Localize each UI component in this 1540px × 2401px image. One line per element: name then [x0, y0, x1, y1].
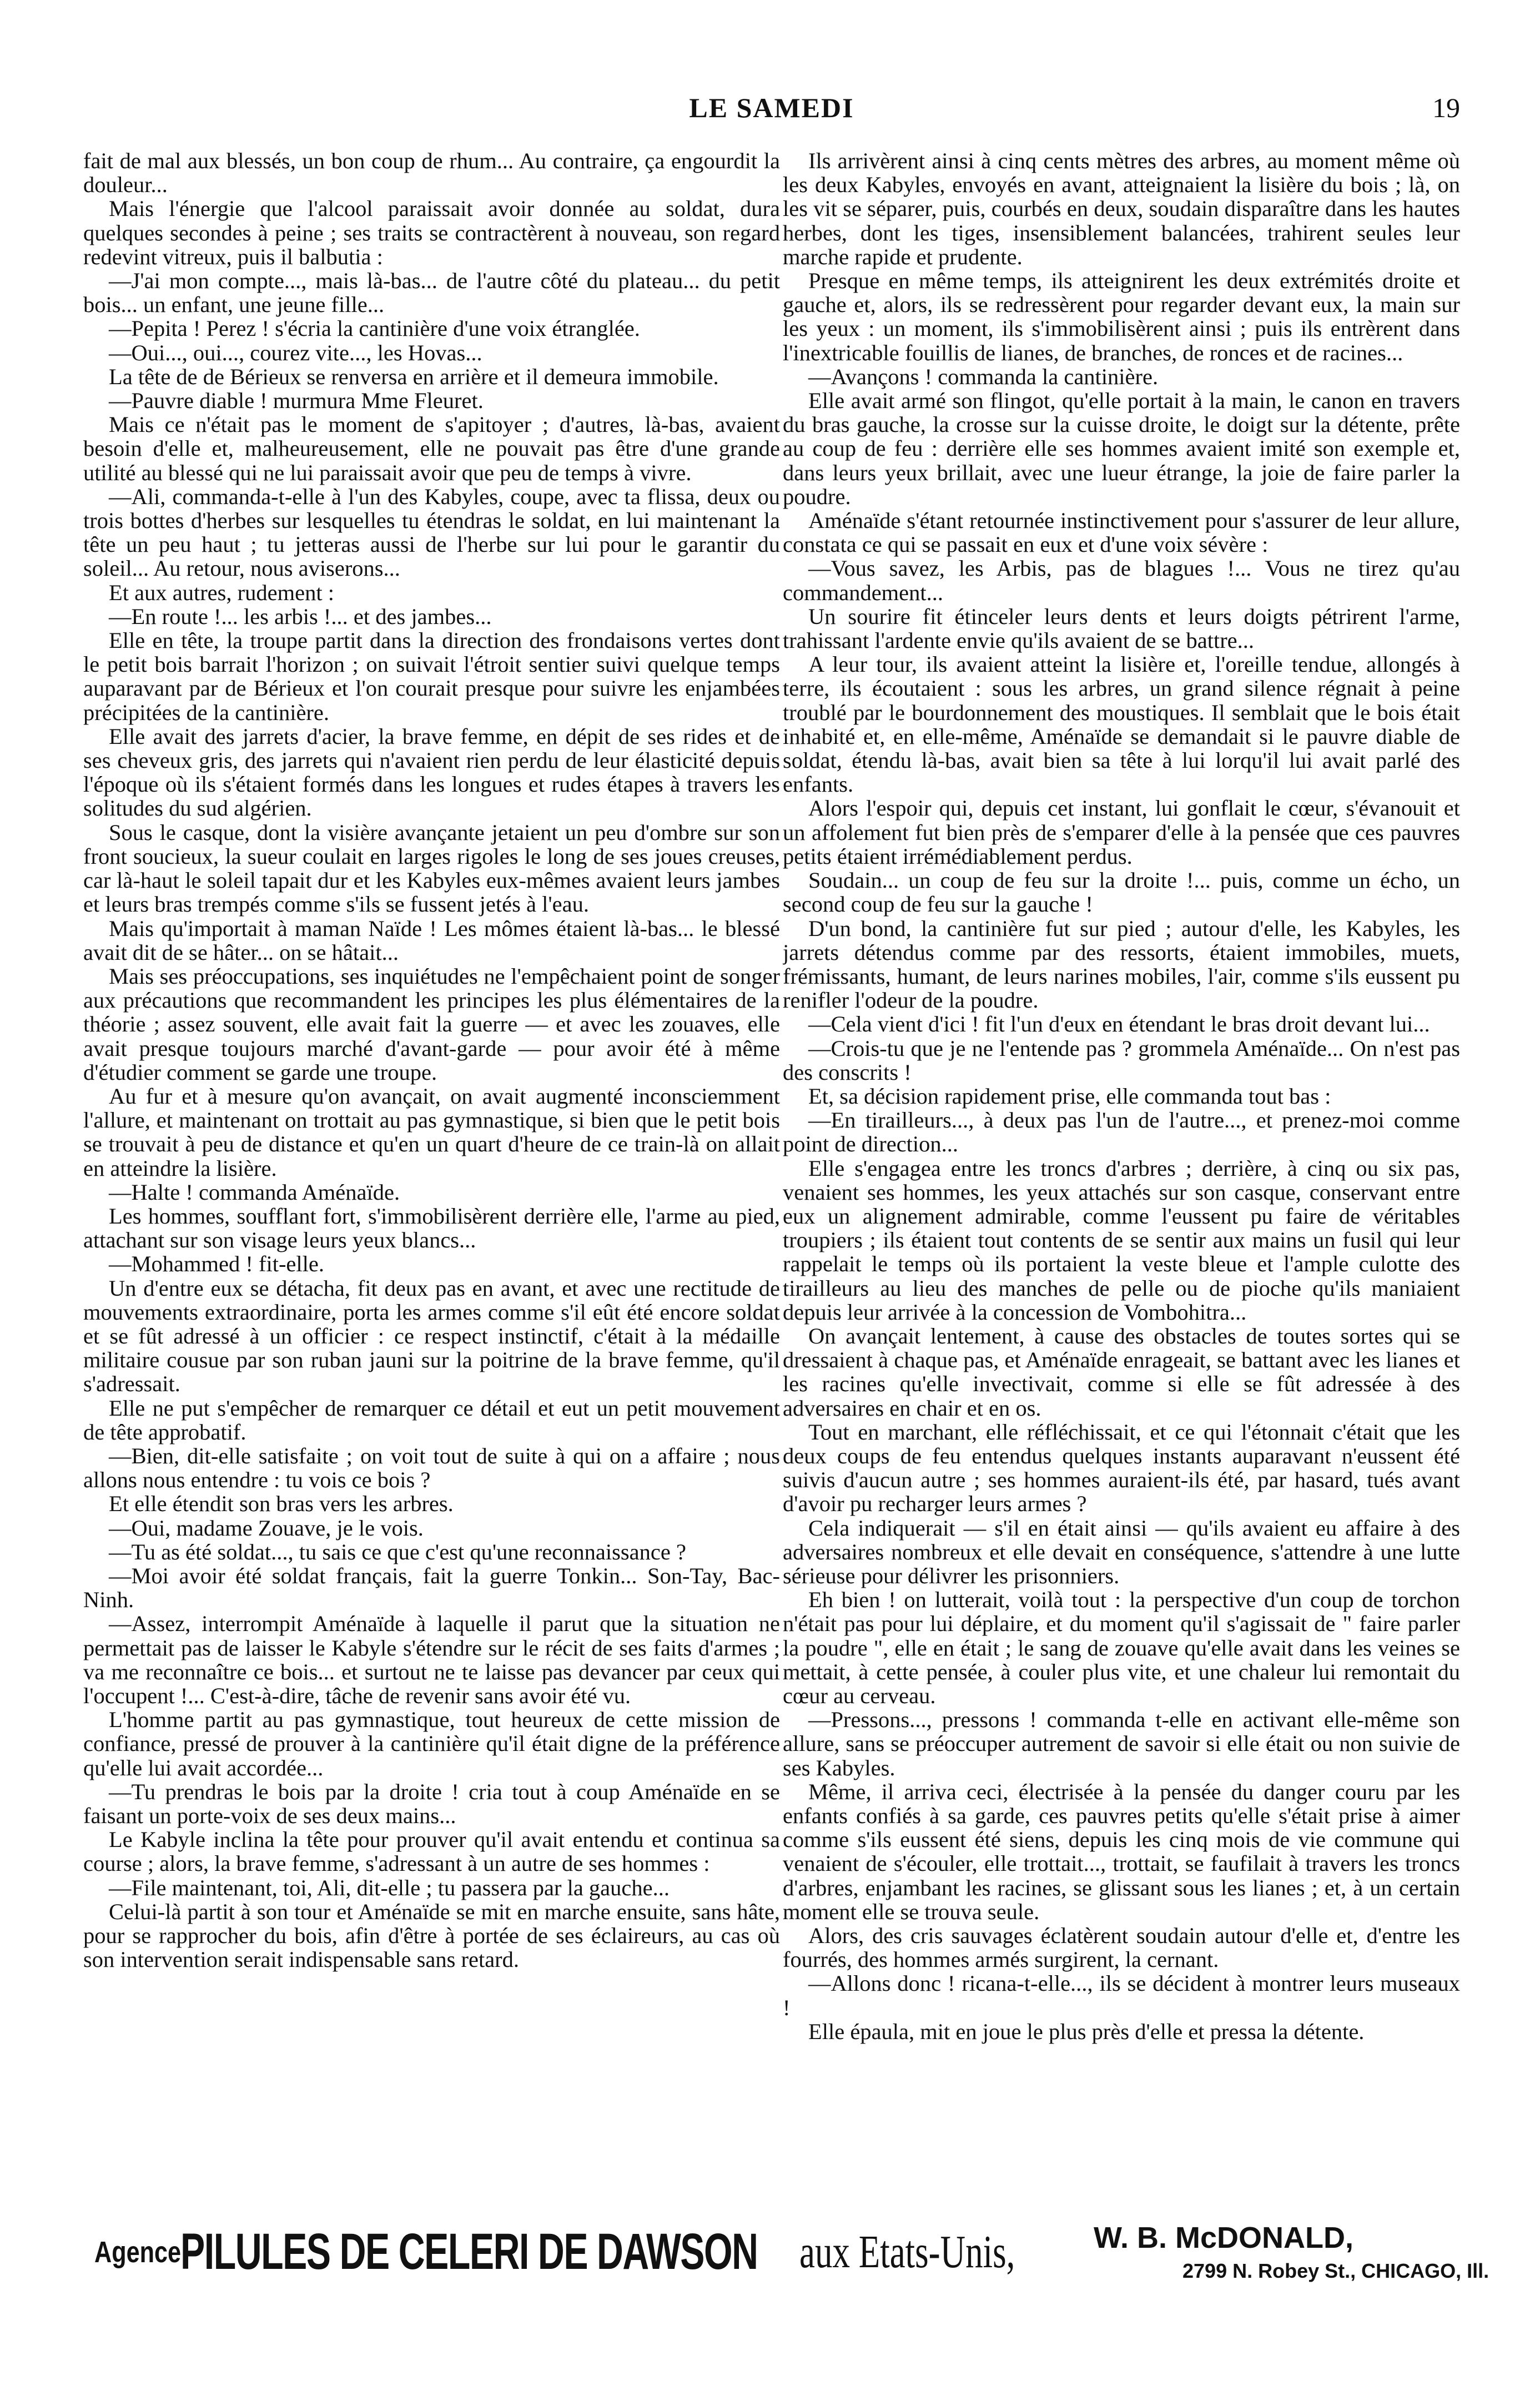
paragraph: Alors l'espoir qui, depuis cet instant, lui gonflait le cœur, s'évanouit et un affolement fut bien près de s'emparer d'elle à la pensée que ces pauvres petits étaient irrémédiablement perdus. — [783, 796, 1460, 869]
paragraph: Alors, des cris sauvages éclatèrent soudain autour d'elle et, d'entre les fourrés, des hommes armés surgirent, la cernant. — [783, 1923, 1460, 1972]
paragraph: —Vous savez, les Arbis, pas de blagues !... Vous ne tirez qu'au commandement... — [783, 556, 1460, 605]
paragraph: Et aux autres, rudement : — [109, 580, 334, 605]
paragraph: —Oui..., oui..., courez vite..., les Hovas... — [109, 340, 482, 365]
paragraph: Mais qu'importait à maman Naïde ! Les mômes étaient là-bas... le blessé avait dit de se hâter... on se hâtait... — [83, 915, 780, 965]
paragraph: Presque en même temps, ils atteignirent les deux extrémités droite et gauche et, alors, ils se redressèrent pour regarder devant eux, la main sur les yeux : un moment, ils s'immobilisèrent ainsi ; puis ils entrèrent dans l'inextricable fouillis de lianes, de branches, de ronces et de racines... — [783, 268, 1460, 365]
paragraph: Au fur et à mesure qu'on avançait, on avait augmenté inconsciemment l'allure, et maintenant on trottait au pas gymnastique, si bien que le petit bois se trouvait à peu de distance et qu'en un quart d'heure de ce train-là on allait en atteindre la lisière. — [83, 1083, 780, 1181]
paragraph: Celui-là partit à son tour et Aménaïde se mit en marche ensuite, sans hâte, pour se rapprocher du bois, afin d'être à portée de ses éclaireurs, au cas où son intervention serait indispensable sans retard. — [83, 1899, 780, 1972]
paragraph: Elle avait armé son flingot, qu'elle portait à la main, le canon en travers du bras gauche, la crosse sur la cuisse droite, le doigt sur la détente, prête au coup de feu : derrière elle ses hommes avaient imité son exemple et, dans leurs yeux brillait, avec une lueur étrange, la joie de faire parler la poudre. — [783, 388, 1460, 509]
paragraph: —Crois-tu que je ne l'entende pas ? grommela Aménaïde... On n'est pas des conscrits ! — [783, 1035, 1460, 1085]
paragraph: D'un bond, la cantinière fut sur pied ; autour d'elle, les Kabyles, les jarrets détendus comme par des ressorts, étaient immobiles, muets, frémissants, humant, de leurs narines mobiles, l'air, comme s'ils eussent pu renifler l'odeur de la poudre. — [783, 915, 1460, 1013]
paragraph: —Pauvre diable ! murmura Mme Fleuret. — [109, 388, 484, 414]
paragraph: Elle ne put s'empêcher de remarquer ce détail et eut un petit mouvement de tête approbatif. — [83, 1395, 780, 1444]
paragraph: La tête de de Bérieux se renversa en arrière et il demeura immobile. — [109, 364, 719, 389]
paragraph: L'homme partit au pas gymnastique, tout heureux de cette mission de confiance, pressé de prouver à la cantinière qu'il était digne de la préférence qu'elle lui avait accordée... — [83, 1707, 780, 1780]
paragraph: —En route !... les arbis !... et des jambes... — [109, 603, 492, 629]
paragraph: —Pepita ! Perez ! s'écria la cantinière d'une voix étranglée. — [109, 316, 640, 341]
paragraph: Sous le casque, dont la visière avançante jetaient un peu d'ombre sur son front soucieux, la sueur coulait en larges rigoles le long de ses joues creuses, car là-haut le soleil tapait dur et les Kabyles eux-mêmes avaient leurs jambes et leurs bras trempés comme s'ils se fussent jetés à l'eau. — [83, 819, 780, 917]
paragraph: —J'ai mon compte..., mais là-bas... de l'autre côté du plateau... du petit bois... un enfant, une jeune fille... — [83, 268, 780, 318]
paragraph: —Tu prendras le bois par la droite ! cria tout à coup Aménaïde en se faisant un porte-voix de ses deux mains... — [83, 1779, 780, 1829]
paragraph: Le Kabyle inclina la tête pour prouver qu'il avait entendu et continua sa course ; alors, la brave femme, s'adressant à un autre de ses hommes : — [83, 1827, 780, 1876]
paragraph: Elle avait des jarrets d'acier, la brave femme, en dépit de ses rides et de ses cheveux gris, des jarrets qui n'avaient rien perdu de leur élasticité depuis l'époque où ils s'étaient formés dans les longues et rudes étapes à travers les solitudes du sud algérien. — [83, 723, 780, 821]
paragraph: Et, sa décision rapidement prise, elle commanda tout bas : — [808, 1083, 1331, 1109]
advertisement-banner — [94, 2221, 1489, 2293]
paragraph: Eh bien ! on lutterait, voilà tout : la perspective d'un coup de torchon n'était pas pour lui déplaire, et du moment qu'il s'agissait de " faire parler la poudre ", elle en était ; le sang de zouave qu'elle avait dans les veines se mettait, à cette pensée, à couler plus vite, et une chaleur lui remontait du cœur au cerveau. — [783, 1587, 1460, 1708]
paragraph: —Moi avoir été soldat français, fait la guerre Tonkin... Son-Tay, Bac-Ninh. — [83, 1563, 780, 1613]
paragraph: —Bien, dit-elle satisfaite ; on voit tout de suite à qui on a affaire ; nous allons nous entendre : tu vois ce bois ? — [83, 1443, 780, 1493]
paragraph: Elle en tête, la troupe partit dans la direction des frondaisons vertes dont le petit bois barrait l'horizon ; on suivait l'étroit sentier suivi quelque temps auparavant par de Bérieux et l'on courait presque pour suivre les enjambées précipitées de la cantinière. — [83, 628, 780, 725]
paragraph: Tout en marchant, elle réfléchissait, et ce qui l'étonnait c'était que les deux coups de feu entendus quelques instants auparavant n'eussent été suivis d'aucun autre ; ses hommes auraient-ils été, par hasard, tués avant d'avoir pu recharger leurs armes ? — [783, 1419, 1460, 1517]
ad-agence-label: Agence — [94, 2236, 182, 2269]
paragraph: Cela indiquerait — s'il en était ainsi — qu'ils avaient eu affaire à des adversaires nombreux et elle devait en conséquence, s'attendre à une lutte sérieuse pour délivrer les prisonniers. — [783, 1515, 1460, 1588]
paragraph: Un d'entre eux se détacha, fit deux pas en avant, et avec une rectitude de mouvements extraordinaire, porta les armes comme s'il eût été encore soldat et se fût adressé à un officier : ce respect instinctif, c'était à la médaille militaire cousue par son ruban jauni sur la poitrine de la brave femme, qu'il s'adressait. — [83, 1275, 780, 1397]
paragraph: Même, il arriva ceci, électrisée à la pensée du danger couru par les enfants confiés à sa garde, ces pauvres petits qu'elle s'était prise à aimer comme s'ils eussent été siens, depuis les cinq mois de vie commune qui venaient de s'écouler, elle trottait..., trottait, se faufilait à travers les troncs d'arbres, enjambant les racines, se glissant sous les lianes ; et, à un certain moment elle se trouva seule. — [783, 1779, 1460, 1924]
paragraph: Ils arrivèrent ainsi à cinq cents mètres des arbres, au moment même où les deux Kabyles, envoyés en avant, atteignaient la lisière du bois ; là, on les vit se séparer, puis, courbés en deux, soudain disparaître dans les hautes herbes, dont les tiges, insensiblement balancées, trahirent seules leur marche rapide et prudente. — [783, 149, 1460, 269]
left-text-column — [83, 149, 780, 2203]
paragraph: —Halte ! commanda Aménaïde. — [109, 1179, 400, 1205]
publication-title: LE SAMEDI — [689, 92, 854, 123]
paragraph: Un sourire fit étinceler leurs dents et leurs doigts pétrirent l'arme, trahissant l'ardente envie qu'ils avaient de se battre... — [783, 603, 1460, 653]
page-header — [83, 92, 1460, 130]
paragraph: —File maintenant, toi, Ali, dit-elle ; tu passera par la gauche... — [109, 1875, 670, 1900]
paragraph: Elle épaula, mit en joue le plus près d'elle et pressa la détente. — [808, 2019, 1365, 2044]
ad-region: aux Etats-Unis, — [799, 2226, 1015, 2278]
paragraph: —Allons donc ! ricana-t-elle..., ils se décident à montrer leurs museaux ! — [783, 1971, 1460, 2020]
paragraph: —Avançons ! commanda la cantinière. — [808, 364, 1159, 389]
paragraph: —Cela vient d'ici ! fit l'un d'eux en étendant le bras droit devant lui... — [808, 1011, 1430, 1037]
paragraph: Mais l'énergie que l'alcool paraissait avoir donnée au soldat, dura quelques secondes à peine ; ses traits se contractèrent à nouveau, son regard redevint vitreux, puis il balbutia : — [83, 196, 780, 269]
paragraph: Elle s'engagea entre les troncs d'arbres ; derrière, à cinq ou six pas, venaient ses hommes, les yeux attachés sur son casque, conservant entre eux un alignement admirable, comme l'eussent pu faire de véritables troupiers ; ils étaient tout contents de se sentir aux mains un fusil qui leur rappelait le temps où ils portaient la veste bleue et l'ample culotte des tirailleurs au lieu des manches de pelle ou de pioche qu'ils maniaient depuis leur arrivée à la concession de Vombohitra... — [783, 1155, 1460, 1325]
paragraph: Soudain... un coup de feu sur la droite !... puis, comme un écho, un second coup de feu sur la gauche ! — [783, 868, 1460, 917]
paragraph: Et elle étendit son bras vers les arbres. — [109, 1491, 454, 1517]
right-text-column — [783, 149, 1460, 2203]
paragraph: fait de mal aux blessés, un bon coup de rhum... Au contraire, ça engourdit la douleur... — [83, 149, 780, 198]
paragraph: —Tu as été soldat..., tu sais ce que c'est qu'une reconnaissance ? — [109, 1539, 686, 1564]
paragraph: Aménaïde s'étant retournée instinctivement pour s'assurer de leur allure, constata ce qui se passait en eux et d'une voix sévère : — [783, 508, 1460, 557]
ad-agent-address: 2799 N. Robey St., CHICAGO, Ill. — [1182, 2259, 1489, 2282]
paragraph: —Mohammed ! fit-elle. — [109, 1251, 325, 1277]
paragraph: Mais ce n'était pas le moment de s'apitoyer ; d'autres, là-bas, avaient besoin d'elle et, malheureusement, elle ne pouvait pas être d'une grande utilité au blessé qui ne lui paraissait avoir que peu de temps à vivre. — [83, 412, 780, 485]
paragraph: Mais ses préoccupations, ses inquiétudes ne l'empêchaient point de songer aux précautions que recommandent les principes les plus élémentaires de la théorie ; assez souvent, elle avait fait la guerre — et avec les zouaves, elle avait presque toujours marché d'avant-garde — pour avoir été à même d'étudier comment se garde une troupe. — [83, 963, 780, 1085]
ad-product-name: PILULES DE CELERI DE DAWSON — [180, 2223, 758, 2280]
page-number: 19 — [1432, 92, 1460, 123]
paragraph: —En tirailleurs..., à deux pas l'un de l'autre..., et prenez-moi comme point de direction... — [783, 1108, 1460, 1157]
paragraph: On avançait lentement, à cause des obstacles de toutes sortes qui se dressaient à chaque pas, et Aménaïde enrageait, se battant avec les lianes et les racines qu'elle invectivait, comme si elle se fût adressée à des adversaires en chair et en os. — [783, 1323, 1460, 1421]
paragraph: —Pressons..., pressons ! commanda t-elle en activant elle-même son allure, sans se préoccuper autrement de savoir si elle était ou non suivie de ses Kabyles. — [783, 1707, 1460, 1780]
paragraph: A leur tour, ils avaient atteint la lisière et, l'oreille tendue, allongés à terre, ils écoutaient : sous les arbres, un grand silence régnait à peine troublé par le bourdonnement des moustiques. Il semblait que le bois était inhabité et, en elle-même, Aménaïde se demandait si le pauvre diable de soldat, étendu là-bas, avait bien sa tête à lui lorqu'il lui avait parlé des enfants. — [783, 652, 1460, 797]
paragraph: —Oui, madame Zouave, je le vois. — [109, 1515, 424, 1541]
paragraph: —Ali, commanda-t-elle à l'un des Kabyles, coupe, avec ta flissa, deux ou trois bottes d'herbes sur lesquelles tu étendras le soldat, en lui maintenant la tête un peu haut ; tu jetteras aussi de l'herbe sur lui pour le garantir du soleil... Au retour, nous aviserons... — [83, 484, 780, 581]
ad-agent-name: W. B. McDONALD, — [1094, 2221, 1353, 2254]
paragraph: Les hommes, soufflant fort, s'immobilisèrent derrière elle, l'arme au pied, attachant sur son visage leurs yeux blancs... — [83, 1203, 780, 1253]
paragraph: —Assez, interrompit Aménaïde à laquelle il parut que la situation ne permettait pas de laisser le Kabyle s'étendre sur le récit de ses faits d'armes ; va me reconnaître ce bois... et surtout ne te laisse pas devancer par ceux qui l'occupent !... C'est-à-dire, tâche de revenir sans avoir été vu. — [83, 1611, 780, 1708]
